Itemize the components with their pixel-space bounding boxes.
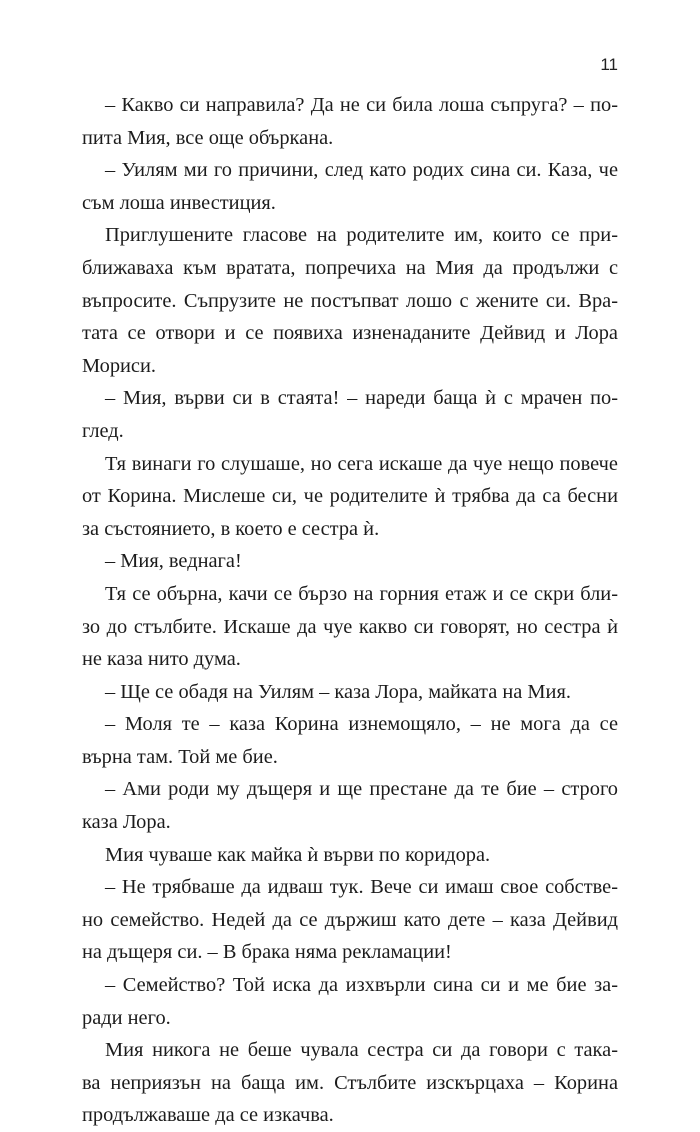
paragraph: [82, 871, 618, 969]
paragraph: [82, 154, 618, 219]
paragraph: [82, 839, 618, 872]
text-line: Мия никога не беше чувала сестра си да говори с така-: [105, 1039, 618, 1062]
text-line: пита Мия, все още объркана.: [82, 126, 334, 149]
paragraph: [82, 773, 618, 838]
text-line: – Ами роди му дъщеря и ще престане да те бие – строго: [105, 778, 618, 801]
text-line: глед.: [82, 419, 124, 442]
text-line: – Уилям ми го причини, след като родих сина си. Каза, че: [105, 159, 618, 182]
text-line: тата се отвори и се появиха изненаданите Дейвид и Лора: [82, 322, 618, 345]
text-line: на дъщеря си. – В брака няма рекламации!: [82, 941, 452, 964]
paragraph: [82, 708, 618, 773]
text-line: Тя се обърна, качи се бързо на горния етаж и се скри бли-: [105, 582, 618, 605]
text-line: продължаваше да се изкачва.: [82, 1104, 334, 1127]
text-line: въпросите. Съпрузите не постъпват лошо с жените си. Вра-: [82, 289, 618, 312]
text-line: но семейство. Недей да се държиш като дете – каза Дейвид: [82, 908, 618, 931]
text-line: зо до стълбите. Искаше да чуе какво си говорят, но сестра ѝ: [82, 615, 618, 638]
paragraph: [82, 1034, 618, 1132]
text-line: – Какво си направила? Да не си била лоша съпруга? – по-: [105, 94, 618, 116]
paragraph: [82, 448, 618, 546]
text-line: не каза нито дума.: [82, 648, 241, 671]
text-line: от Корина. Мислеше си, че родителите ѝ трябва да са бесни: [82, 485, 618, 508]
text-line: за състоянието, в което е сестра ѝ.: [82, 517, 380, 540]
text-line: Мия чуваше как майка ѝ върви по коридора.: [105, 843, 491, 866]
text-line: Мориси.: [82, 354, 156, 377]
text-line: каза Лора.: [82, 811, 171, 834]
text-line: ближаваха към вратата, попречиха на Мия да продължи с: [82, 256, 618, 279]
text-line: съм лоша инвестиция.: [82, 191, 276, 214]
paragraph: [82, 219, 618, 382]
text-line: Приглушените гласове на родителите им, които се при-: [105, 224, 618, 247]
paragraph: [82, 89, 618, 154]
text-line: – Ще се обадя на Уилям – каза Лора, майката на Мия.: [105, 680, 571, 703]
text-line: – Моля те – каза Корина изнемощяло, – не мога да се: [105, 713, 618, 736]
page-number: 11: [600, 55, 618, 74]
text-line: върна там. Той ме бие.: [82, 745, 278, 768]
paragraph: [82, 969, 618, 1034]
paragraph: [82, 578, 618, 676]
paragraph: [82, 382, 618, 447]
text-line: – Мия, веднага!: [105, 550, 242, 573]
text-line: – Не трябваше да идваш тук. Вече си имаш свое собстве-: [105, 876, 618, 899]
text-line: – Мия, върви си в стаята! – нареди баща ѝ с мрачен по-: [105, 387, 618, 410]
text-line: ради него.: [82, 1006, 171, 1029]
paragraph: [82, 676, 618, 709]
body-text: [82, 89, 618, 1132]
text-line: – Семейство? Той иска да изхвърли сина си и ме бие за-: [105, 974, 618, 997]
text-line: Тя винаги го слушаше, но сега искаше да чуе нещо повече: [105, 452, 618, 475]
text-line: ва неприязън на баща им. Стълбите изскърцаха – Корина: [82, 1071, 618, 1094]
paragraph: [82, 545, 618, 578]
